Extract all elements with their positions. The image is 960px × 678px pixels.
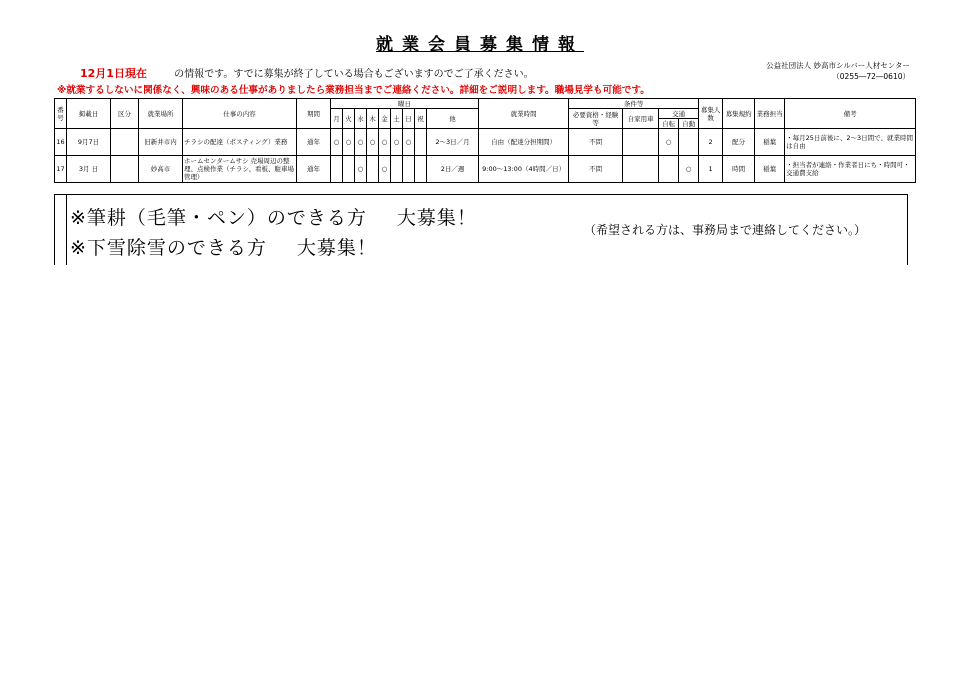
cell-weekday: ○	[355, 156, 367, 183]
recruit-contact-note: （希望される方は、事務局まで連絡してください。）	[584, 223, 867, 237]
divider	[907, 195, 908, 265]
header-period: 期間	[297, 99, 331, 129]
divider	[54, 195, 55, 265]
organization-block	[760, 60, 910, 82]
header-weekday-wed: 水	[355, 109, 367, 129]
page-title: 就業会員募集情報	[376, 35, 584, 55]
cell-staff: 稲葉	[755, 129, 785, 156]
notice-text: ※就業するしないに関係なく、興味のある仕事がありましたら業務担当までご連絡ください。詳細をご説明します。職場見学も可能です。	[57, 85, 650, 96]
table-row	[55, 129, 916, 156]
cell-transport-car	[679, 129, 699, 156]
status-date: 12月1日現在	[80, 67, 147, 80]
cell-weekday: ○	[379, 156, 391, 183]
cell-weekday	[403, 156, 415, 183]
cell-notes: ・毎月25日前後に、2～3日間で、就業時間は自由	[785, 129, 916, 156]
header-transport-bicycle: 自転	[659, 119, 679, 129]
cell-transport-bicycle	[659, 156, 679, 183]
cell-work-hours: 9:00～13:00（4時間／日）	[479, 156, 569, 183]
header-notes: 備考	[785, 99, 916, 129]
header-pay-rule: 募集規約	[723, 99, 755, 129]
recruit-snow-removal-text: ※下雪除雪のできる方	[70, 237, 267, 259]
recruit-calligraphy-text: ※筆耕（毛筆・ペン）のできる方	[70, 207, 367, 229]
cell-job-content: チラシの配達（ポスティング）業務	[183, 129, 297, 156]
header-posted-date: 掲載日	[67, 99, 111, 129]
cell-headcount: 2	[699, 129, 723, 156]
cell-work-hours: 自由（配達分担期間）	[479, 129, 569, 156]
header-requirements-group: 条件等	[569, 99, 699, 109]
cell-own-car	[623, 156, 659, 183]
cell-location: 妙高市	[139, 156, 183, 183]
header-weekday-sat: 土	[391, 109, 403, 129]
organization-phone: （0255―72―0610）	[832, 72, 910, 81]
cell-qualification: 不問	[569, 129, 623, 156]
header-location: 就業場所	[139, 99, 183, 129]
cell-job-content: ホームセンタームサシ 売場周辺の整理、点検作業（チラシ、看板、駐車場管理）	[183, 156, 297, 183]
header-qualification: 必要資格・経験等	[569, 109, 623, 129]
header-work-hours: 就業時間	[479, 99, 569, 129]
recruit-calligraphy-callout: 大募集！	[396, 207, 477, 229]
divider	[66, 195, 67, 265]
cell-weekday	[343, 156, 355, 183]
organization-name: 公益社団法人 妙高市シルバー人材センター	[766, 61, 910, 70]
cell-no: 16	[55, 129, 67, 156]
status-line	[80, 65, 534, 81]
cell-weekday	[367, 156, 379, 183]
cell-weekday: ○	[343, 129, 355, 156]
header-headcount: 募集人数	[699, 99, 723, 129]
header-weekday-tue: 火	[343, 109, 355, 129]
cell-headcount: 1	[699, 156, 723, 183]
cell-period: 通年	[297, 129, 331, 156]
cell-period: 通年	[297, 156, 331, 183]
header-no: 番号	[55, 99, 67, 129]
header-job-content: 仕事の内容	[183, 99, 297, 129]
cell-weekday: ○	[379, 129, 391, 156]
cell-posted-date: 3月 日	[67, 156, 111, 183]
cell-posted-date: 9月7日	[67, 129, 111, 156]
cell-weekday: ○	[367, 129, 379, 156]
header-category: 区分	[111, 99, 139, 129]
header-transport-group: 交通	[659, 109, 699, 119]
cell-weekday	[391, 156, 403, 183]
table-row	[55, 156, 916, 183]
cell-other: 2～3日／月	[427, 129, 479, 156]
cell-category	[111, 129, 139, 156]
cell-pay-rule: 時間	[723, 156, 755, 183]
cell-weekday: ○	[355, 129, 367, 156]
cell-notes: ・担当者が連絡・作業者日にち・時間可・交通費支給	[785, 156, 916, 183]
cell-pay-rule: 配分	[723, 129, 755, 156]
cell-weekday: ○	[331, 129, 343, 156]
header-weekday-thu: 木	[367, 109, 379, 129]
cell-qualification: 不問	[569, 156, 623, 183]
cell-location: 旧新井市内	[139, 129, 183, 156]
header-other: 他	[427, 109, 479, 129]
header-weekday-holiday: 祝	[415, 109, 427, 129]
job-table	[54, 98, 916, 183]
cell-weekday	[415, 156, 427, 183]
cell-weekday: ○	[391, 129, 403, 156]
cell-weekday: ○	[403, 129, 415, 156]
cell-other: 2日／週	[427, 156, 479, 183]
cell-category	[111, 156, 139, 183]
header-transport-car: 自動	[679, 119, 699, 129]
recruit-snow-removal	[70, 233, 377, 260]
cell-weekday	[331, 156, 343, 183]
header-weekday-fri: 金	[379, 109, 391, 129]
cell-own-car	[623, 129, 659, 156]
cell-weekday	[415, 129, 427, 156]
recruit-snow-removal-callout: 大募集！	[296, 237, 377, 259]
cell-staff: 稲葉	[755, 156, 785, 183]
header-weekday-mon: 月	[331, 109, 343, 129]
recruit-section	[54, 194, 908, 265]
cell-transport-bicycle: ○	[659, 129, 679, 156]
status-text: の情報です。すでに募集が終了している場合もございますのでご了承ください。	[174, 69, 534, 80]
header-weekday-group: 曜日	[331, 99, 479, 109]
header-staff: 業務担当	[755, 99, 785, 129]
recruit-calligraphy	[70, 203, 477, 230]
header-weekday-sun: 日	[403, 109, 415, 129]
cell-no: 17	[55, 156, 67, 183]
cell-transport-car: ○	[679, 156, 699, 183]
header-own-car: 自家用車	[623, 109, 659, 129]
